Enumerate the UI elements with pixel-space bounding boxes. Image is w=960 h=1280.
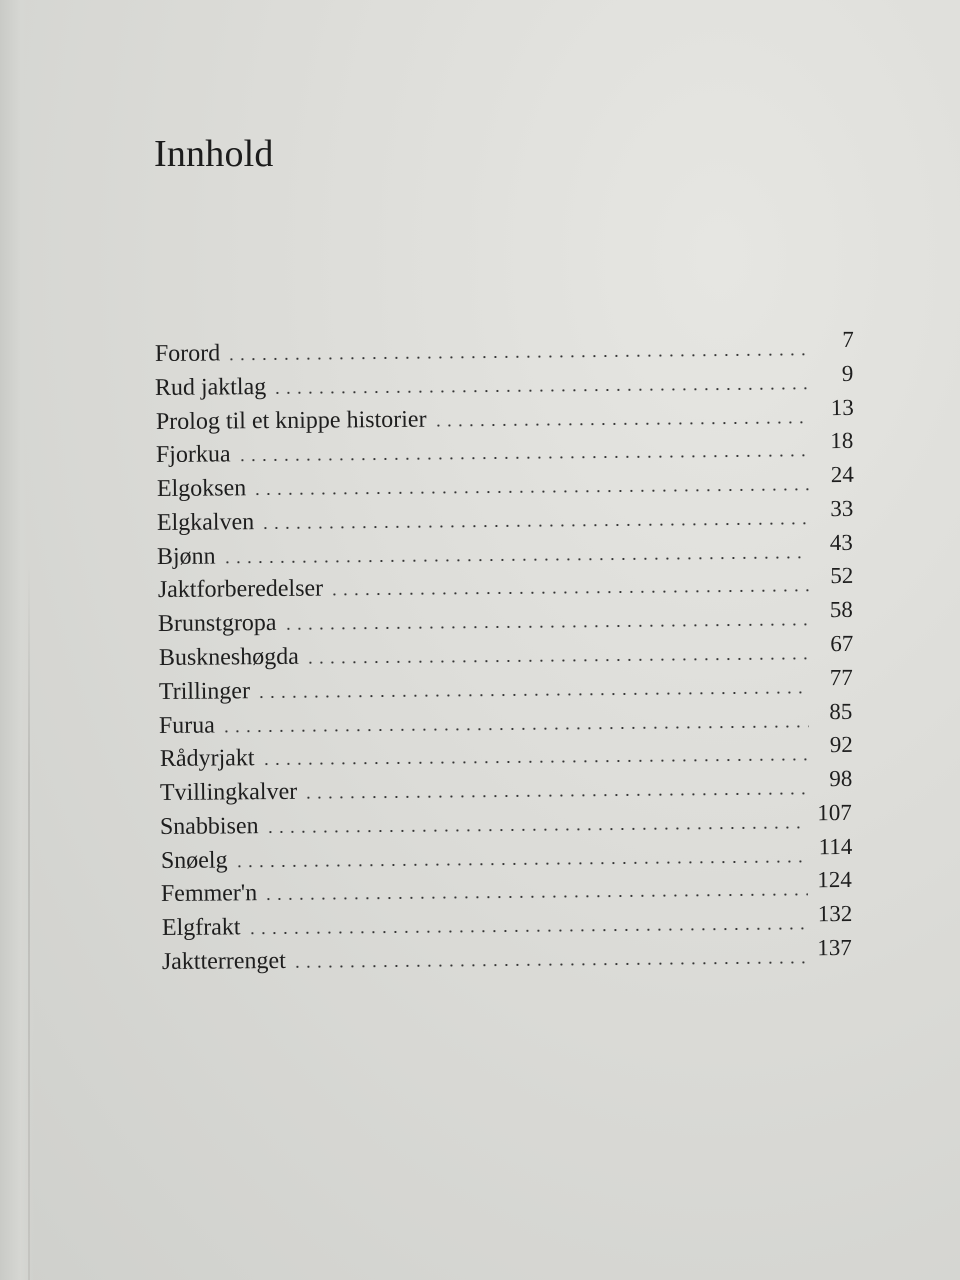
toc-dot-leader [283, 624, 809, 631]
toc-entry-label: Prolog til et knippe historier [155, 406, 427, 435]
toc-entry-snoelg [160, 833, 853, 875]
toc-entry-buskneshogda [158, 630, 853, 672]
toc-dot-leader [233, 860, 808, 867]
toc-entry-label: Elgoksen [156, 475, 246, 503]
toc-dot-leader [260, 759, 808, 766]
toc-entry-label: Forord [154, 340, 221, 368]
toc-entry-label: Jaktforberedelser [157, 575, 323, 604]
toc-entry-tvillingkalver [159, 766, 853, 807]
toc-entry-radyrjakt [159, 732, 853, 774]
toc-entry-label: Rud jaktlag [155, 373, 267, 401]
toc-entry-brunstgropa [157, 597, 853, 639]
toc-dot-leader [303, 792, 808, 798]
toc-entry-page: 137 [817, 934, 852, 961]
toc-dot-leader [263, 894, 808, 901]
toc-entry-page: 24 [830, 462, 854, 488]
toc-entry-forord [154, 326, 854, 368]
toc-dot-leader [226, 353, 810, 360]
toc-dot-leader [252, 488, 810, 495]
toc-entry-jaktterrenget [161, 934, 852, 976]
toc-entry-label: Femmer'n [160, 880, 258, 908]
toc-entry-jaktforberedelser [157, 563, 854, 605]
toc-entry-page: 77 [829, 664, 853, 690]
toc-entry-rud-jaktlag [155, 360, 854, 402]
toc-entry-page: 114 [818, 833, 853, 859]
toc-entry-label: Snøelg [160, 847, 228, 874]
toc-entry-furua [159, 698, 853, 740]
toc-entry-label: Snabbisen [160, 813, 260, 840]
toc-entry-page: 43 [829, 529, 854, 555]
toc-entry-elgfrakt [161, 901, 852, 943]
toc-dot-leader [221, 725, 808, 732]
toc-entry-trillinger [158, 664, 853, 706]
toc-entry-page: 33 [830, 495, 854, 521]
toc-entry-femmern [160, 867, 853, 909]
toc-entry-elgkalven [156, 495, 854, 537]
toc-entry-label: Buskneshøgda [158, 643, 299, 672]
toc-dot-leader [246, 928, 808, 935]
toc-entry-prolog [155, 394, 854, 436]
toc-entry-label: Fjorkua [155, 441, 231, 469]
toc-entry-label: Brunstgropa [157, 610, 277, 638]
toc-entry-page: 52 [829, 563, 854, 589]
toc-entry-page: 13 [830, 394, 854, 420]
toc-dot-leader [432, 421, 809, 426]
toc-entry-bjonn [157, 529, 854, 571]
toc-entry-page: 132 [817, 901, 852, 927]
toc-dot-leader [329, 590, 809, 596]
toc-dot-leader [256, 691, 809, 698]
toc-entry-page: 58 [829, 597, 853, 623]
toc-entry-label: Rådyrjakt [159, 745, 255, 773]
toc-entry-page: 85 [829, 698, 853, 724]
toc-entry-label: Trillinger [158, 677, 250, 705]
toc-entry-page: 9 [842, 360, 854, 386]
page-title: Innhold [154, 133, 274, 175]
toc-dot-leader [304, 657, 808, 663]
toc-dot-leader [260, 522, 809, 529]
toc-entry-page: 98 [829, 766, 853, 792]
toc-entry-page: 67 [829, 630, 853, 657]
toc-entry-page: 107 [817, 799, 853, 826]
toc-entry-label: Elgkalven [156, 509, 255, 536]
toc-entry-label: Jaktterrenget [161, 947, 286, 976]
toc-entry-page: 92 [829, 732, 853, 758]
toc-entry-label: Furua [159, 712, 216, 739]
toc-entry-page: 7 [842, 326, 854, 353]
toc-entry-snabbisen [160, 799, 853, 841]
toc-dot-leader [273, 387, 810, 394]
toc-entry-page: 124 [817, 867, 853, 893]
toc-entry-page: 18 [830, 428, 854, 454]
toc-entry-label: Tvillingkalver [159, 778, 298, 807]
toc-dot-leader [292, 961, 808, 968]
toc-dot-leader [237, 455, 810, 462]
toc-entry-elgoksen [156, 462, 854, 503]
toc-entry-label: Bjønn [157, 543, 217, 570]
toc-entry-label: Elgfrakt [161, 914, 241, 942]
toc-dot-leader [222, 556, 809, 563]
toc-entry-fjorkua [155, 428, 854, 470]
toc-dot-leader [265, 826, 808, 833]
